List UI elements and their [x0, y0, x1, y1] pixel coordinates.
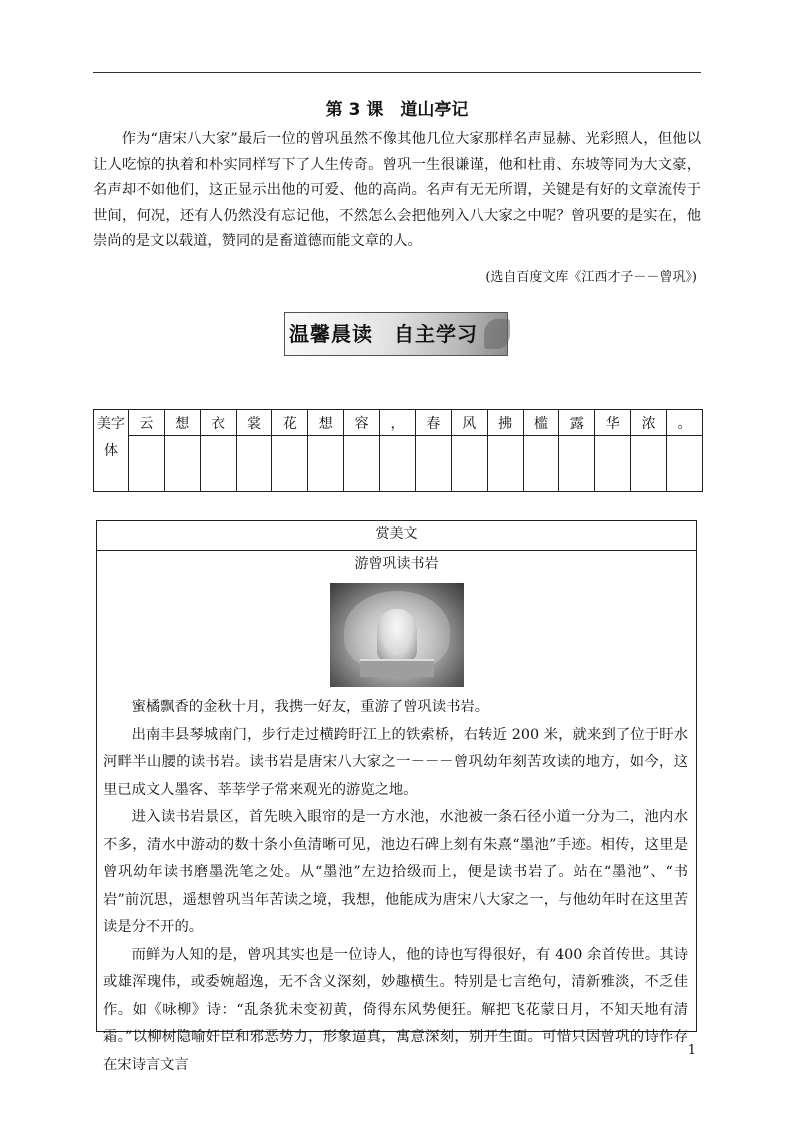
essay-paragraph: 蜜橘飘香的金秋十月，我携一好友，重游了曾巩读书岩。: [131, 699, 490, 715]
char-cell: 露: [559, 410, 595, 436]
char-row: [94, 410, 703, 436]
char-cell: 想: [308, 410, 344, 436]
char-cell: 云: [128, 410, 164, 436]
practice-cell[interactable]: [128, 436, 164, 492]
essay-box: [96, 520, 697, 1073]
brush-swash-icon: [484, 319, 510, 349]
char-cell: 春: [415, 410, 451, 436]
char-cell: ，: [380, 410, 416, 436]
practice-cell[interactable]: [380, 436, 416, 492]
lesson-title: 第 3 课 道山亭记: [325, 100, 469, 120]
practice-cell[interactable]: [308, 436, 344, 492]
char-cell: 裳: [236, 410, 272, 436]
section-banner: [284, 312, 508, 356]
char-cell: 拂: [487, 410, 523, 436]
essay-title: 游曾巩读书岩: [354, 556, 439, 572]
practice-cell[interactable]: [523, 436, 559, 492]
essay-paragraph: 出南丰县琴城南门，步行走过横跨盱江上的铁索桥，右转近 200 米，就来到了位于盱水河畔半山腰的读书岩。读书岩是唐宋八大家之一－－－曾巩幼年刻苦攻读的地方，如今，这里已成文人墨客、莘莘学子常来观光的游览之地。: [103, 726, 688, 798]
practice-cell[interactable]: [200, 436, 236, 492]
practice-cell[interactable]: [272, 436, 308, 492]
char-cell: 衣: [200, 410, 236, 436]
page-number: 1: [687, 1043, 696, 1058]
char-cell: 想: [164, 410, 200, 436]
char-cell: 风: [451, 410, 487, 436]
row-label: 美字体: [94, 410, 129, 492]
char-cell: 花: [272, 410, 308, 436]
practice-cell[interactable]: [415, 436, 451, 492]
practice-cell[interactable]: [236, 436, 272, 492]
practice-cell[interactable]: [344, 436, 380, 492]
char-cell: 浓: [631, 410, 667, 436]
char-cell: 槛: [523, 410, 559, 436]
char-cell: 容: [344, 410, 380, 436]
essay-body: [97, 687, 696, 1079]
char-cell: 华: [595, 410, 631, 436]
char-cell: 。: [667, 410, 703, 436]
statue-photo-icon: [330, 583, 464, 687]
practice-cell[interactable]: [487, 436, 523, 492]
practice-cell[interactable]: [595, 436, 631, 492]
header-rule: [93, 72, 701, 73]
essay-paragraph: 而鲜为人知的是，曾巩其实也是一位诗人，他的诗也写得很好，有 400 余首传世。其诗或雄浑瑰伟，或委婉超逸，无不含义深刻，妙趣横生。特别是七言绝句，清新雅淡，不乏佳作。如《咏柳》诗：“乱条犹未变初黄，倚得东风势便狂。解把飞花蒙日月，不知天地有清霜。”以柳树隐喻奸臣和邪恶势力，形象逼真，寓意深刻，别开生面。可惜只因曾巩的诗作存在宋诗言文言: [103, 946, 688, 1073]
essay-paragraph: 进入读书岩景区，首先映入眼帘的是一方水池，水池被一条石径小道一分为二，池内水不多，清水中游动的数十条小鱼清晰可见，池边石碑上刻有朱熹“墨池”手迹。相传，这里是曾巩幼年读书磨墨洗笔之处。从“墨池”左边拾级而上，便是读书岩了。站在“墨池”、“书岩”前沉思，遥想曾巩当年苦读之境，我想，他能成为唐宋八大家之一，与他幼年时在这里苦读是分不开的。: [103, 809, 688, 935]
practice-cell[interactable]: [667, 436, 703, 492]
intro-section: [93, 127, 701, 255]
banner-text: 温馨晨读 自主学习: [289, 322, 478, 346]
practice-cell[interactable]: [451, 436, 487, 492]
essay-box-header: 赏美文: [97, 521, 696, 551]
source-citation: (选自百度文库《江西才子－－曾巩》): [485, 270, 697, 285]
practice-cell[interactable]: [559, 436, 595, 492]
practice-cell[interactable]: [631, 436, 667, 492]
calligraphy-practice-table: [93, 409, 703, 492]
practice-cell[interactable]: [164, 436, 200, 492]
intro-paragraph: 作为“唐宋八大家”最后一位的曾巩虽然不像其他几位大家那样名声显赫、光彩照人，但他以让人吃惊的执着和朴实同样写下了人生传奇。曾巩一生很谦谨，他和杜甫、东坡等同为大文豪，名声却不如他们，这正显示出他的可爱、他的高尚。名声有无无所谓，关键是有好的文章流传于世间，何况，还有人仍然没有忘记他，不然怎么会把他列入八大家之中呢？曾巩要的是实在，他崇尚的是文以载道，赞同的是畜道德而能文章的人。: [93, 131, 701, 249]
practice-row: [94, 436, 703, 492]
